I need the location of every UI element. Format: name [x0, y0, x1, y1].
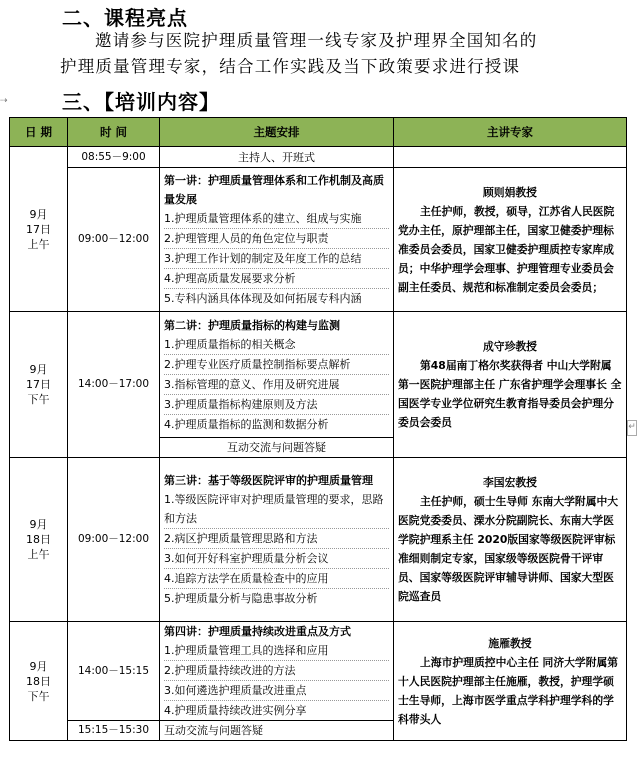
table-row — [10, 622, 627, 721]
header-speaker: 主讲专家 — [394, 118, 627, 147]
highlights-paragraph — [60, 28, 600, 80]
topic-cell — [160, 622, 394, 721]
lecture-title: 第一讲：护理质量管理体系和工作机制及高质量发展 — [164, 174, 384, 206]
table-header-row — [10, 118, 627, 147]
table-row — [10, 312, 627, 438]
lecture-item: 3.如何开好科室护理质量分析会议 — [164, 549, 389, 569]
table-row — [10, 458, 627, 622]
speaker-cell-empty — [394, 147, 627, 168]
lecture-item: 2.病区护理质量管理思路和方法 — [164, 529, 389, 549]
cell-marker-icon: ↵ — [627, 420, 637, 436]
date-cell: 9月 18日 下午 — [10, 622, 68, 741]
speaker-cell — [394, 168, 627, 312]
date-cell: 9月 17日 上午 — [10, 147, 68, 312]
lecture-item: 4.追踪方法学在质量检查中的应用 — [164, 569, 389, 589]
highlights-line-1: 邀请参与医院护理质量管理一线专家及护理界全国知名的 — [95, 31, 538, 50]
lecture-item: 3.如何遴选护理质量改进重点 — [164, 681, 389, 701]
lecture-item: 1.护理质量指标的相关概念 — [164, 335, 389, 355]
topic-cell — [160, 168, 394, 312]
speaker-name: 施雁教授 — [488, 636, 532, 650]
schedule-table — [9, 117, 627, 741]
date-cell: 9月 18日 上午 — [10, 458, 68, 622]
section-heading-content: 三、【培训内容】 — [62, 90, 220, 114]
speaker-desc: 主任护师，教授，硕导，江苏省人民医院党办主任，原护理部主任，国家卫健委护理标准委员会委员，国家卫健委护理质控专家库成员；中华护理学会理事、护理管理专业委员会副主任委员、规范和标准制定委员会委员； — [398, 204, 615, 294]
lecture-item: 5.专科内涵具体体现及如何拓展专科内涵 — [164, 292, 362, 305]
speaker-name: 成守珍教授 — [483, 340, 537, 353]
time-cell: 08:55－9:00 — [68, 147, 160, 168]
paragraph-anchor-icon: ⇢ — [0, 96, 8, 106]
header-topic: 主题安排 — [160, 118, 394, 147]
lecture-item: 3.护理工作计划的制定及年度工作的总结 — [164, 249, 389, 269]
qa-cell: 互动交流与问题答疑 — [160, 721, 394, 741]
lecture-item: 1.等级医院评审对护理质量管理的要求，思路和方法 — [164, 490, 389, 529]
speaker-name: 李国宏教授 — [483, 476, 537, 489]
speaker-desc: 上海市护理质控中心主任 同济大学附属第十人民医院护理部主任施雁，教授，护理学硕士生导师，上海市医学重点学科护理学科的学科带头人 — [398, 655, 619, 726]
table-row — [10, 168, 627, 312]
lecture-item: 1.护理质量管理体系的建立、组成与实施 — [164, 209, 389, 229]
lecture-item: 4.护理质量指标的监测和数据分析 — [164, 417, 329, 431]
speaker-name: 顾则娟教授 — [483, 185, 537, 199]
time-cell: 09:00－12:00 — [68, 458, 160, 622]
lecture-item: 3.指标管理的意义、作用及研究进展 — [164, 375, 389, 395]
date-cell: 9月 17日 下午 — [10, 312, 68, 458]
lecture-item: 4.护理高质量发展要求分析 — [164, 269, 389, 289]
lecture-title: 第二讲：护理质量指标的构建与监测 — [164, 318, 340, 332]
section-heading-highlights: 二、课程亮点 — [62, 6, 188, 30]
lecture-item: 2.护理专业医疗质量控制指标要点解析 — [164, 355, 389, 375]
lecture-item: 2.护理质量持续改进的方法 — [164, 661, 389, 681]
lecture-item: 3.护理质量指标构建原则及方法 — [164, 395, 389, 415]
header-date: 日 期 — [10, 118, 68, 147]
lecture-title: 第三讲：基于等级医院评审的护理质量管理 — [164, 474, 373, 487]
speaker-cell — [394, 312, 627, 458]
speaker-desc: 第48届南丁格尔奖获得者 中山大学附属第一医院护理部主任 广东省护理学会理事长 全国医学专业学位研究生教育指导委员会护理分委员会委员 — [398, 359, 622, 429]
speaker-desc: 主任护师，硕士生导师 东南大学附属中大医院党委委员、溧水分院副院长、东南大学医学院护理系主任 2020版国家等级医院评审标准细则制定专家，国家级等级医院骨干评审员、国家等级医院评审辅导讲师、国家大型医院巡查员 — [398, 495, 619, 603]
lecture-item: 4.护理质量持续改进实例分享 — [164, 704, 307, 717]
lecture-item: 5.护理质量分析与隐患事故分析 — [164, 592, 318, 605]
highlights-line-2: 护理质量管理专家，结合工作实践及当下政策要求进行授课 — [60, 57, 521, 76]
time-cell: 14:00－17:00 — [68, 312, 160, 458]
speaker-cell — [394, 622, 627, 741]
lecture-item: 1.护理质量管理工具的选择和应用 — [164, 641, 389, 661]
topic-cell: 主持人、开班式 — [160, 147, 394, 168]
topic-cell — [160, 458, 394, 622]
header-time: 时 间 — [68, 118, 160, 147]
time-cell: 09:00－12:00 — [68, 168, 160, 312]
time-cell: 14:00－15:15 — [68, 622, 160, 721]
time-cell: 15:15－15:30 — [68, 721, 160, 741]
lecture-item: 2.护理管理人员的角色定位与职责 — [164, 229, 389, 249]
topic-cell — [160, 312, 394, 438]
qa-cell: 互动交流与问题答疑 — [160, 438, 394, 458]
speaker-cell — [394, 458, 627, 622]
table-row — [10, 147, 627, 168]
lecture-title: 第四讲：护理质量持续改进重点及方式 — [164, 625, 351, 638]
